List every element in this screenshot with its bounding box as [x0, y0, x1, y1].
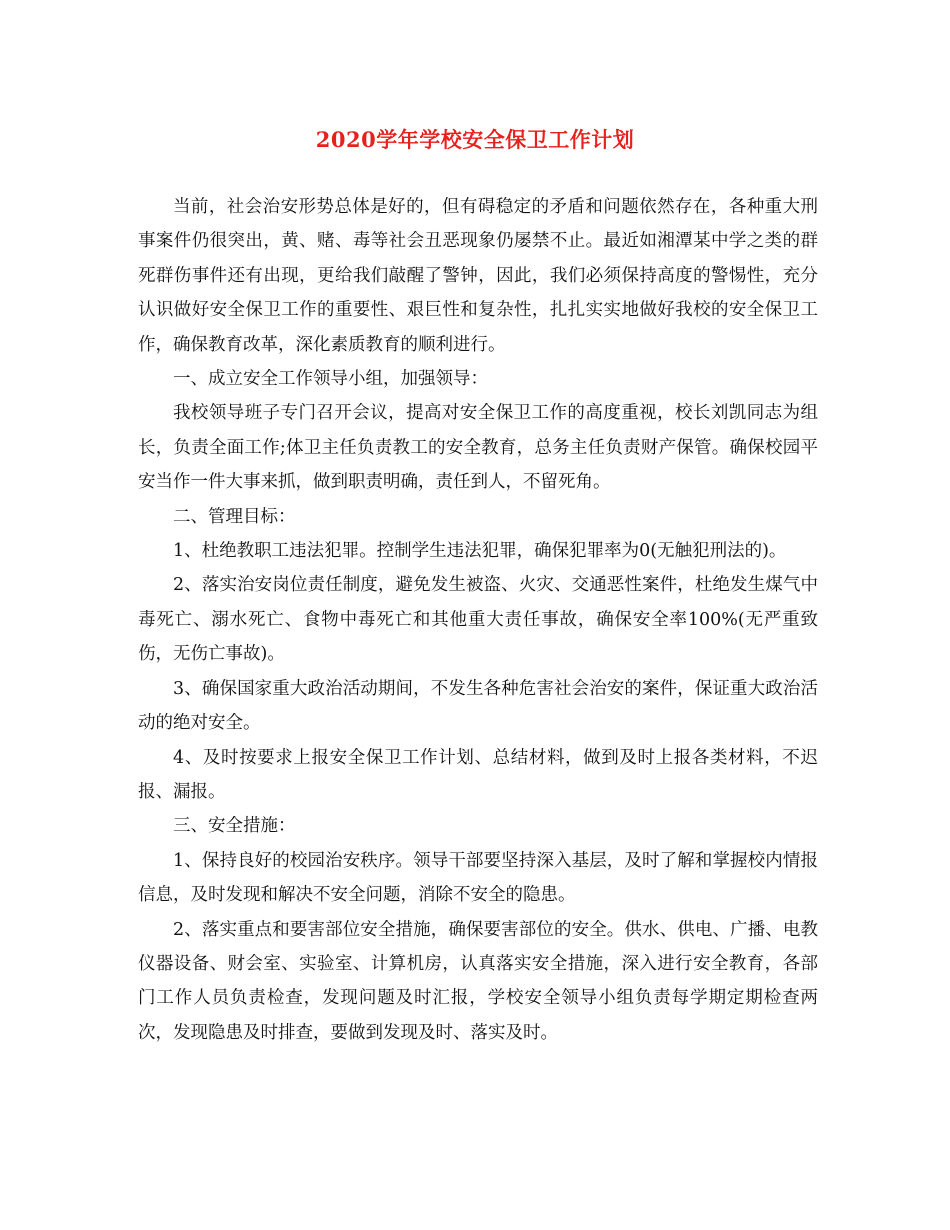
- paragraph-goal-2: 2、落实治安岗位责任制度，避免发生被盗、火灾、交通恶性案件，杜绝发生煤气中毒死亡、溺水死亡、食物中毒死亡和其他重大责任事故，确保安全率100%(无严重致伤，无伤亡事故)。: [138, 575, 818, 665]
- paragraph-goal-4: 4、及时按要求上报安全保卫工作计划、总结材料，做到及时上报各类材料，不迟报、漏报。: [138, 747, 818, 802]
- paragraph-intro: 当前，社会治安形势总体是好的，但有碍稳定的矛盾和问题依然存在，各种重大刑事案件仍很突出，黄、赌、毒等社会丑恶现象仍屡禁不止。最近如湘潭某中学之类的群死群伤事件还有出现，更给我们敲醒了警钟，因此，我们必须保持高度的警惕性，充分认识做好安全保卫工作的重要性、艰巨性和复杂性，扎扎实实地做好我校的安全保卫工作，确保教育改革，深化素质教育的顺利进行。: [138, 197, 818, 355]
- paragraph-measure-1: 1、保持良好的校园治安秩序。领导干部要坚持深入基层，及时了解和掌握校内情报信息，及时发现和解决不安全问题，消除不安全的隐患。: [138, 850, 818, 906]
- paragraph-leadership: 我校领导班子专门召开会议，提高对安全保卫工作的高度重视，校长刘凯同志为组长，负责全面工作;体卫主任负责教工的安全教育，总务主任负责财产保管。确保校园平安当作一件大事来抓，做到职责明确，责任到人，不留死角。: [138, 403, 818, 493]
- paragraph-measure-2: 2、落实重点和要害部位安全措施，确保要害部位的安全。供水、供电、广播、电教仪器设备、财会室、实验室、计算机房，认真落实安全措施，深入进行安全教育，各部门工作人员负责检查，发现问题及时汇报，学校安全领导小组负责每学期定期检查两次，发现隐患及时排查，要做到发现及时、落实及时。: [138, 919, 818, 1043]
- section-heading-measures: 三、安全措施：: [173, 816, 296, 837]
- document-body: [138, 190, 818, 1050]
- section-heading-leadership: 一、成立安全工作领导小组，加强领导：: [173, 369, 488, 390]
- paragraph-goal-3: 3、确保国家重大政治活动期间，不发生各种危害社会治安的案件，保证重大政治活动的绝对安全。: [138, 678, 818, 734]
- section-heading-goals: 二、管理目标：: [173, 506, 296, 527]
- document-title: 2020学年学校安全保卫工作计划: [315, 127, 635, 152]
- paragraph-goal-1: 1、杜绝教职工违法犯罪。控制学生违法犯罪，确保犯罪率为0(无触犯刑法的)。: [173, 541, 787, 562]
